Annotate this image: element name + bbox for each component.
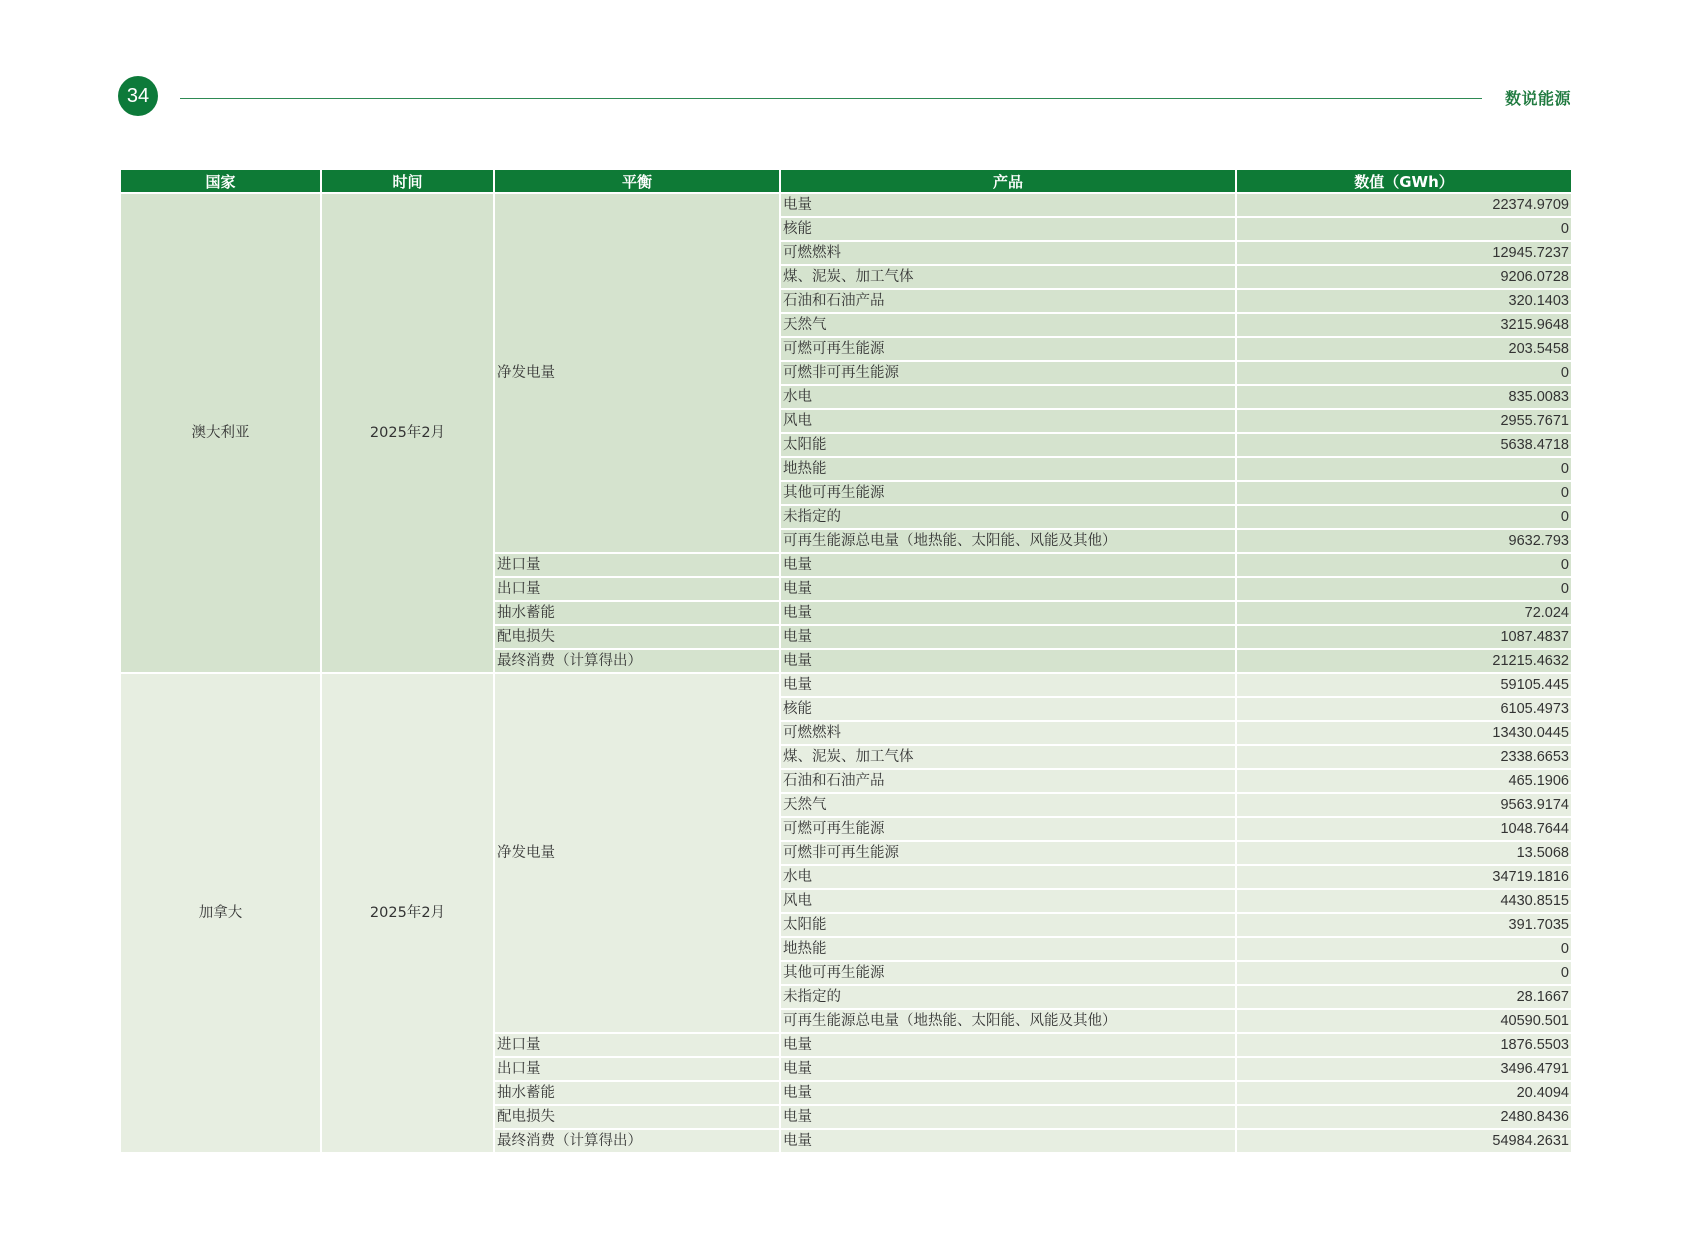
product-cell: 可再生能源总电量（地热能、太阳能、风能及其他） (781, 1010, 1235, 1034)
product-cell: 可燃可再生能源 (781, 338, 1235, 362)
value-cell: 12945.7237 (1237, 242, 1571, 266)
value-cell: 20.4094 (1237, 1082, 1571, 1106)
value-cell: 0 (1237, 938, 1571, 962)
product-cell: 煤、泥炭、加工气体 (781, 266, 1235, 290)
header-country: 国家 (121, 170, 320, 194)
value-cell: 0 (1237, 962, 1571, 986)
value-cell: 0 (1237, 458, 1571, 482)
value-cell: 13.5068 (1237, 842, 1571, 866)
product-cell: 电量 (781, 194, 1235, 218)
value-cell: 34719.1816 (1237, 866, 1571, 890)
value-cell: 28.1667 (1237, 986, 1571, 1010)
value-cell: 0 (1237, 482, 1571, 506)
balance-cell: 进口量 (495, 1034, 779, 1058)
product-cell: 太阳能 (781, 434, 1235, 458)
value-cell: 59105.445 (1237, 674, 1571, 698)
product-cell: 石油和石油产品 (781, 290, 1235, 314)
product-cell: 水电 (781, 386, 1235, 410)
header-divider (180, 98, 1482, 99)
country-cell: 澳大利亚 (121, 194, 320, 674)
value-cell: 2338.6653 (1237, 746, 1571, 770)
product-cell: 地热能 (781, 938, 1235, 962)
value-cell: 54984.2631 (1237, 1130, 1571, 1154)
value-cell: 1876.5503 (1237, 1034, 1571, 1058)
value-cell: 13430.0445 (1237, 722, 1571, 746)
product-cell: 核能 (781, 218, 1235, 242)
value-cell: 0 (1237, 578, 1571, 602)
electricity-data-table (119, 170, 1573, 1154)
product-cell: 地热能 (781, 458, 1235, 482)
header-balance: 平衡 (495, 170, 779, 194)
product-cell: 其他可再生能源 (781, 962, 1235, 986)
table-row (121, 194, 1571, 218)
balance-cell: 最终消费（计算得出） (495, 1130, 779, 1154)
product-cell: 其他可再生能源 (781, 482, 1235, 506)
section-title: 数说能源 (1504, 89, 1571, 108)
time-cell: 2025年2月 (322, 194, 493, 674)
page-number-badge: 34 (118, 76, 158, 116)
product-cell: 可燃燃料 (781, 242, 1235, 266)
value-cell: 3496.4791 (1237, 1058, 1571, 1082)
product-cell: 太阳能 (781, 914, 1235, 938)
balance-cell: 出口量 (495, 1058, 779, 1082)
product-cell: 风电 (781, 410, 1235, 434)
value-cell: 5638.4718 (1237, 434, 1571, 458)
product-cell: 电量 (781, 1082, 1235, 1106)
value-cell: 2955.7671 (1237, 410, 1571, 434)
value-cell: 72.024 (1237, 602, 1571, 626)
value-cell: 0 (1237, 554, 1571, 578)
product-cell: 电量 (781, 650, 1235, 674)
value-cell: 4430.8515 (1237, 890, 1571, 914)
value-cell: 1087.4837 (1237, 626, 1571, 650)
value-cell: 9632.793 (1237, 530, 1571, 554)
value-cell: 2480.8436 (1237, 1106, 1571, 1130)
product-cell: 电量 (781, 674, 1235, 698)
product-cell: 可燃非可再生能源 (781, 842, 1235, 866)
value-cell: 22374.9709 (1237, 194, 1571, 218)
time-cell: 2025年2月 (322, 674, 493, 1154)
product-cell: 水电 (781, 866, 1235, 890)
value-cell: 21215.4632 (1237, 650, 1571, 674)
balance-cell: 配电损失 (495, 626, 779, 650)
value-cell: 0 (1237, 218, 1571, 242)
value-cell: 203.5458 (1237, 338, 1571, 362)
table-row (121, 674, 1571, 698)
header-product: 产品 (781, 170, 1235, 194)
value-cell: 835.0083 (1237, 386, 1571, 410)
balance-cell: 配电损失 (495, 1106, 779, 1130)
balance-cell: 出口量 (495, 578, 779, 602)
value-cell: 391.7035 (1237, 914, 1571, 938)
balance-cell: 进口量 (495, 554, 779, 578)
balance-cell: 净发电量 (495, 674, 779, 1034)
product-cell: 电量 (781, 554, 1235, 578)
product-cell: 电量 (781, 1106, 1235, 1130)
value-cell: 6105.4973 (1237, 698, 1571, 722)
value-cell: 1048.7644 (1237, 818, 1571, 842)
product-cell: 未指定的 (781, 506, 1235, 530)
product-cell: 核能 (781, 698, 1235, 722)
product-cell: 可再生能源总电量（地热能、太阳能、风能及其他） (781, 530, 1235, 554)
value-cell: 320.1403 (1237, 290, 1571, 314)
table-body (121, 194, 1571, 1154)
value-cell: 465.1906 (1237, 770, 1571, 794)
product-cell: 天然气 (781, 314, 1235, 338)
value-cell: 9563.9174 (1237, 794, 1571, 818)
product-cell: 可燃燃料 (781, 722, 1235, 746)
balance-cell: 净发电量 (495, 194, 779, 554)
header-time: 时间 (322, 170, 493, 194)
product-cell: 电量 (781, 1058, 1235, 1082)
product-cell: 可燃可再生能源 (781, 818, 1235, 842)
balance-cell: 最终消费（计算得出） (495, 650, 779, 674)
table-header-row (121, 170, 1571, 194)
header-value: 数值（GWh） (1237, 170, 1571, 194)
product-cell: 石油和石油产品 (781, 770, 1235, 794)
value-cell: 40590.501 (1237, 1010, 1571, 1034)
product-cell: 未指定的 (781, 986, 1235, 1010)
balance-cell: 抽水蓄能 (495, 1082, 779, 1106)
product-cell: 电量 (781, 1034, 1235, 1058)
value-cell: 0 (1237, 362, 1571, 386)
product-cell: 煤、泥炭、加工气体 (781, 746, 1235, 770)
product-cell: 电量 (781, 1130, 1235, 1154)
country-cell: 加拿大 (121, 674, 320, 1154)
product-cell: 天然气 (781, 794, 1235, 818)
product-cell: 可燃非可再生能源 (781, 362, 1235, 386)
value-cell: 3215.9648 (1237, 314, 1571, 338)
product-cell: 电量 (781, 578, 1235, 602)
product-cell: 电量 (781, 626, 1235, 650)
balance-cell: 抽水蓄能 (495, 602, 779, 626)
product-cell: 风电 (781, 890, 1235, 914)
value-cell: 0 (1237, 506, 1571, 530)
value-cell: 9206.0728 (1237, 266, 1571, 290)
product-cell: 电量 (781, 602, 1235, 626)
